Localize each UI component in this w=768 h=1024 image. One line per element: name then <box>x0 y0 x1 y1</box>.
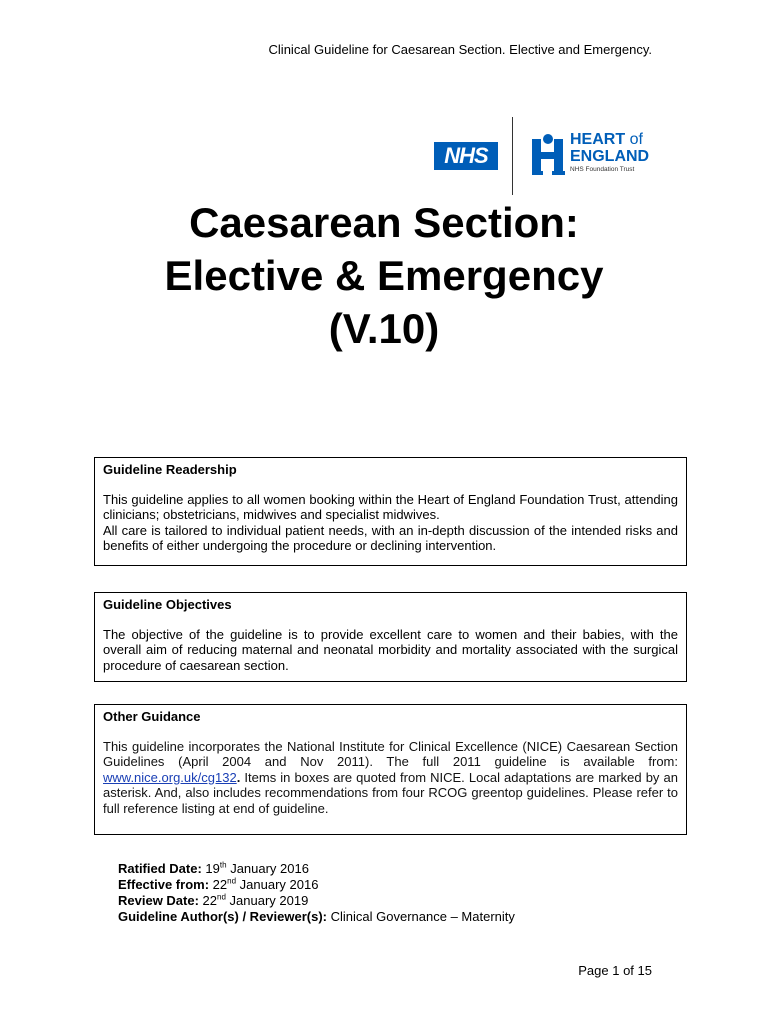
review-date-rest: January 2019 <box>229 893 309 908</box>
trust-logo-text <box>570 131 649 174</box>
other-guidance-text-1: This guideline incorporates the National Institute for Clinical Excellence (NICE) Caesarean Section Guidelines (April 2004 and Nov 2011). The full 2011 guideline is available from: <box>103 738 678 769</box>
document-metadata <box>118 861 515 925</box>
document-title <box>0 196 768 355</box>
ratified-date-day: 19 <box>205 861 220 876</box>
other-guidance-paragraph <box>103 739 678 817</box>
trust-name-line2: ENGLAND <box>570 148 650 165</box>
objectives-box <box>94 592 687 682</box>
effective-date-suffix: nd <box>227 876 237 886</box>
link-period: . <box>236 769 241 785</box>
readership-paragraph-2: All care is tailored to individual patient needs, with an in-depth discussion of the intended risks and benefits of either undergoing the procedure or declining intervention. <box>103 522 678 553</box>
logo-group <box>432 117 657 197</box>
trust-name-of: of <box>629 131 643 148</box>
other-guidance-text-2: Items in boxes are quoted from NICE. Local adaptations are marked by an asterisk. And, also includes recommendations from four RCOG greentop guidelines. Please refer to full reference listing at end of guideline. <box>103 769 678 816</box>
title-line-3: (V.10) <box>328 305 440 352</box>
logo-divider <box>512 117 513 195</box>
other-guidance-heading: Other Guidance <box>103 709 201 724</box>
trust-name-line1: HEART <box>570 131 626 148</box>
other-guidance-box <box>94 704 687 835</box>
effective-date-day: 22 <box>212 877 228 892</box>
ratified-date-label: Ratified Date: <box>118 861 202 876</box>
readership-paragraph-1: This guideline applies to all women booking within the Heart of England Foundation Trust, attending clinicians; obstetricians, midwives and specialist midwives. <box>103 491 678 522</box>
review-date-day: 22 <box>202 893 218 908</box>
document-header: Clinical Guideline for Caesarean Section. Elective and Emergency. <box>268 42 652 57</box>
heart-of-england-icon <box>532 133 566 177</box>
author-value: Clinical Governance – Maternity <box>330 909 515 924</box>
objectives-heading: Guideline Objectives <box>103 597 232 612</box>
objectives-paragraph: The objective of the guideline is to provide excellent care to women and their babies, with the overall aim of reducing maternal and neonatal morbidity and mortality associated with the surgical procedure of caesarean section. <box>103 626 678 673</box>
nhs-logo: NHS <box>434 142 498 170</box>
title-line-2: Elective & Emergency <box>164 252 604 299</box>
trust-name-line3: NHS Foundation Trust <box>570 166 635 173</box>
review-date-row <box>118 893 515 909</box>
readership-box <box>94 457 687 566</box>
nice-guideline-link[interactable]: www.nice.org.uk/cg132 <box>103 769 237 785</box>
review-date-label: Review Date: <box>118 893 199 908</box>
readership-heading: Guideline Readership <box>103 462 237 477</box>
effective-date-label: Effective from: <box>118 877 210 892</box>
effective-date-row <box>118 877 515 893</box>
ratified-date-rest: January 2016 <box>230 861 309 876</box>
review-date-suffix: nd <box>217 892 226 902</box>
effective-date-rest: January 2016 <box>239 877 319 892</box>
ratified-date-suffix: th <box>219 860 227 870</box>
title-line-1: Caesarean Section: <box>189 199 579 246</box>
page-number: Page 1 of 15 <box>578 963 652 978</box>
ratified-date-row <box>118 861 515 877</box>
author-label: Guideline Author(s) / Reviewer(s): <box>118 909 327 924</box>
author-row <box>118 909 515 925</box>
